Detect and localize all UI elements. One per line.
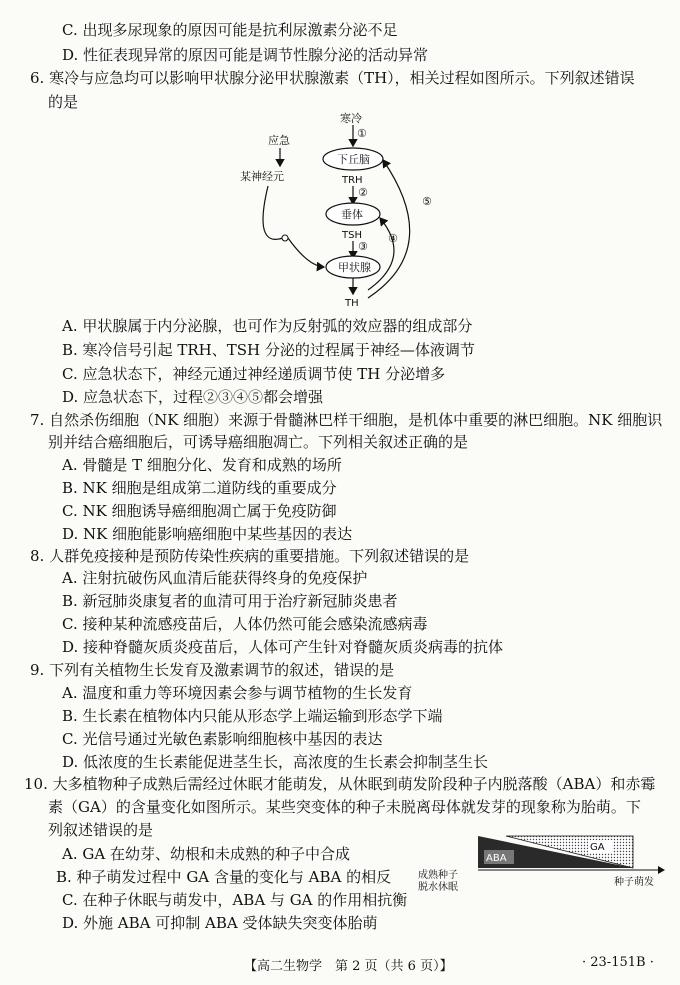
hypothalamus-label: 下丘脑 [337, 153, 370, 166]
step-5-label: ⑤ [422, 195, 432, 208]
q6-option-b: B. 寒冷信号引起 TRH、TSH 分泌的过程属于神经—体液调节 [62, 341, 475, 359]
ga-label: GA [590, 842, 605, 853]
q10-option-a: A. GA 在幼芽、幼根和未成熟的种子中合成 [62, 845, 350, 863]
seed-dormant-label: 脱水休眠 [418, 882, 458, 892]
tsh-label: TSH [342, 230, 362, 241]
footer-page-info: 【高二生物学 第 2 页（共 6 页）】 [244, 959, 453, 974]
q8-option-d: D. 接种脊髓灰质炎疫苗后，人体可产生针对脊髓灰质炎病毒的抗体 [62, 638, 504, 656]
aba-label: ABA [486, 853, 507, 864]
seed-mature-label: 成熟种子 [418, 870, 458, 881]
q10-option-c: C. 在种子休眠与萌发中，ABA 与 GA 的作用相抗衡 [62, 891, 408, 909]
q10-stem-line3: 列叙述错误的是 [48, 821, 154, 839]
q9-option-b: B. 生长素在植物体内只能从形态学上端运输到形态学下端 [62, 707, 443, 725]
q7-option-b: B. NK 细胞是组成第二道防线的重要成分 [62, 479, 337, 497]
hormone-regulation-diagram [228, 108, 448, 310]
feedback-arrow-5 [368, 160, 410, 298]
q8-stem: 8. 人群免疫接种是预防传染性疾病的重要措施。下列叙述错误的是 [30, 547, 470, 565]
step-1-label: ① [357, 127, 367, 140]
q6-option-a: A. 甲状腺属于内分泌腺，也可作为反射弧的效应器的组成部分 [62, 317, 473, 335]
q8-option-a: A. 注射抗破伤风血清后能获得终身的免疫保护 [62, 569, 368, 587]
synapse-node [282, 235, 288, 241]
q9-option-a: A. 温度和重力等环境因素会参与调节植物的生长发育 [62, 684, 413, 702]
neuron-to-thyroid-arrow [288, 238, 324, 267]
step-3-label: ③ [358, 240, 368, 253]
step-4-label: ④ [388, 232, 398, 245]
pituitary-label: 垂体 [341, 208, 363, 221]
stress-label: 应急 [268, 134, 290, 147]
q6-option-d: D. 应急状态下，过程②③④⑤都会增强 [62, 388, 324, 406]
q10-option-d: D. 外施 ABA 可抑制 ABA 受体缺失突变体胎萌 [62, 914, 378, 932]
aba-ga-figure [418, 832, 670, 892]
cold-label: 寒冷 [340, 112, 362, 125]
q9-option-d: D. 低浓度的生长素能促进茎生长，高浓度的生长素会抑制茎生长 [62, 753, 489, 771]
q6-stem-line2: 的是 [48, 93, 79, 111]
step-2-label: ② [358, 186, 368, 199]
prev-option-d: D. 性征表现异常的原因可能是调节性腺分泌的活动异常 [62, 46, 429, 64]
q7-option-c: C. NK 细胞诱导癌细胞凋亡属于免疫防御 [62, 502, 337, 520]
q10-stem-line1: 10. 大多植物种子成熟后需经过休眠才能萌发，从休眠到萌发阶段种子内脱落酸（ABA）和赤霉 [24, 775, 656, 793]
q7-stem-line2: 别并结合癌细胞后，可诱导癌细胞凋亡。下列相关叙述正确的是 [48, 433, 469, 451]
q7-stem-line1: 7. 自然杀伤细胞（NK 细胞）来源于骨髓淋巴样干细胞，是机体中重要的淋巴细胞。NK 细胞识 [30, 411, 663, 429]
q10-stem-line2: 素（GA）的含量变化如图所示。某些突变体的种子未脱离母体就发芽的现象称为胎萌。下 [48, 798, 641, 816]
thyroid-label: 甲状腺 [338, 261, 371, 274]
q7-option-d: D. NK 细胞能影响癌细胞中某些基因的表达 [62, 525, 353, 543]
q7-option-a: A. 骨髓是 T 细胞分化、发育和成熟的场所 [62, 456, 342, 474]
th-label: TH [345, 298, 359, 309]
germination-label: 种子萌发 [614, 877, 654, 888]
q8-option-b: B. 新冠肺炎康复者的血清可用于治疗新冠肺炎患者 [62, 592, 398, 610]
q10-option-b: B. 种子萌发过程中 GA 含量的变化与 ABA 的相反 [56, 868, 392, 886]
q8-option-c: C. 接种某种流感疫苗后，人体仍然可能会感染流感病毒 [62, 615, 428, 633]
neuron-label: 某神经元 [240, 170, 284, 183]
q9-option-c: C. 光信号通过光敏色素影响细胞核中基因的表达 [62, 730, 383, 748]
neuron-axon [263, 186, 283, 239]
q6-option-c: C. 应急状态下，神经元通过神经递质调节使 TH 分泌增多 [62, 365, 446, 383]
footer-code: · 23-151B · [582, 955, 654, 970]
prev-option-c: C. 出现多尿现象的原因可能是抗利尿激素分泌不足 [62, 21, 398, 39]
q6-stem-line1: 6. 寒冷与应急均可以影响甲状腺分泌甲状腺激素（TH），相关过程如图所示。下列叙述错误 [30, 69, 635, 87]
trh-label: TRH [342, 175, 363, 186]
q9-stem: 9. 下列有关植物生长发育及激素调节的叙述，错误的是 [30, 661, 395, 679]
